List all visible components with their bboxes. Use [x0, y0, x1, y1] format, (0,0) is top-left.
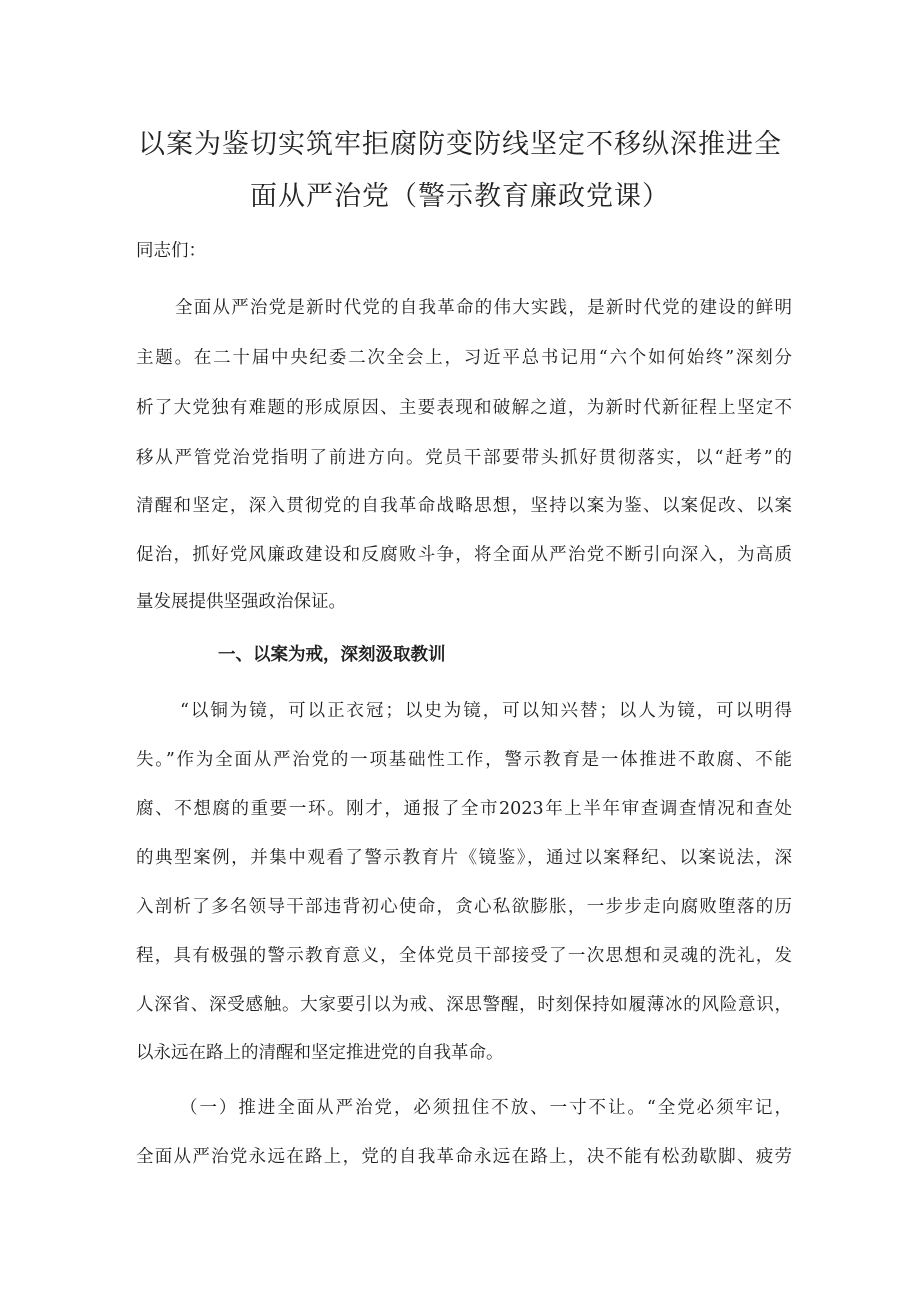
document-title-line-2: 面从严治党（警示教育廉政党课） — [250, 181, 670, 212]
salutation: 同志们： — [136, 241, 206, 261]
subsection-1-paragraph-line: 全面从严治党永远在路上，党的自我革命永远在路上，决不能有松劲歇脚、疲劳 — [136, 1147, 792, 1167]
section-1-paragraph-line: “以铜为镜，可以正衣冠；以史为镜，可以知兴替；以人为镜，可以明得 — [180, 701, 792, 721]
section-1-paragraph-line: 以永远在路上的清醒和坚定推进党的自我革命。 — [136, 1043, 504, 1063]
intro-paragraph-line: 析了大党独有难题的形成原因、主要表现和破解之道，为新时代新征程上坚定不 — [136, 398, 792, 418]
section-heading-1: 一、以案为戒，深刻汲取教训 — [218, 645, 446, 665]
section-1-paragraph-line: 的典型案例，并集中观看了警示教育片《镜鉴》，通过以案释纪、以案说法，深 — [136, 848, 792, 868]
intro-paragraph-line: 促治，抓好党风廉政建设和反腐败斗争，将全面从严治党不断引向深入，为高质 — [136, 545, 792, 565]
section-1-paragraph-line: 人深省、深受感触。大家要引以为戒、深思警醒，时刻保持如履薄冰的风险意识， — [136, 995, 792, 1015]
intro-paragraph-line: 清醒和坚定，深入贯彻党的自我革命战略思想，坚持以案为鉴、以案促改、以案 — [136, 496, 792, 516]
section-1-paragraph-line: 程，具有极强的警示教育意义，全体党员干部接受了一次思想和灵魂的洗礼，发 — [136, 946, 792, 966]
intro-paragraph-line: 移从严管党治党指明了前进方向。党员干部要带头抓好贯彻落实，以“赶考”的 — [136, 448, 792, 468]
intro-paragraph-line: 全面从严治党是新时代党的自我革命的伟大实践，是新时代党的建设的鲜明 — [175, 298, 792, 318]
document-title-line-1: 以案为鉴切实筑牢拒腐防变防线坚定不移纵深推进全 — [138, 129, 782, 160]
subsection-1-paragraph-line: （一）推进全面从严治党，必须扭住不放、一寸不让。“全党必须牢记， — [180, 1098, 792, 1118]
intro-paragraph-line: 主题。在二十届中央纪委二次全会上，习近平总书记用“六个如何始终”深刻分 — [136, 348, 792, 368]
section-1-paragraph-line: 腐、不想腐的重要一环。刚才，通报了全市2023年上半年审查调查情况和查处 — [136, 799, 792, 819]
intro-paragraph-line: 量发展提供坚强政治保证。 — [136, 592, 346, 612]
section-1-paragraph-line: 失。”作为全面从严治党的一项基础性工作，警示教育是一体推进不敢腐、不能 — [136, 750, 792, 770]
section-1-paragraph-line: 入剖析了多名领导干部违背初心使命，贪心私欲膨胀，一步步走向腐败堕落的历 — [136, 897, 792, 917]
